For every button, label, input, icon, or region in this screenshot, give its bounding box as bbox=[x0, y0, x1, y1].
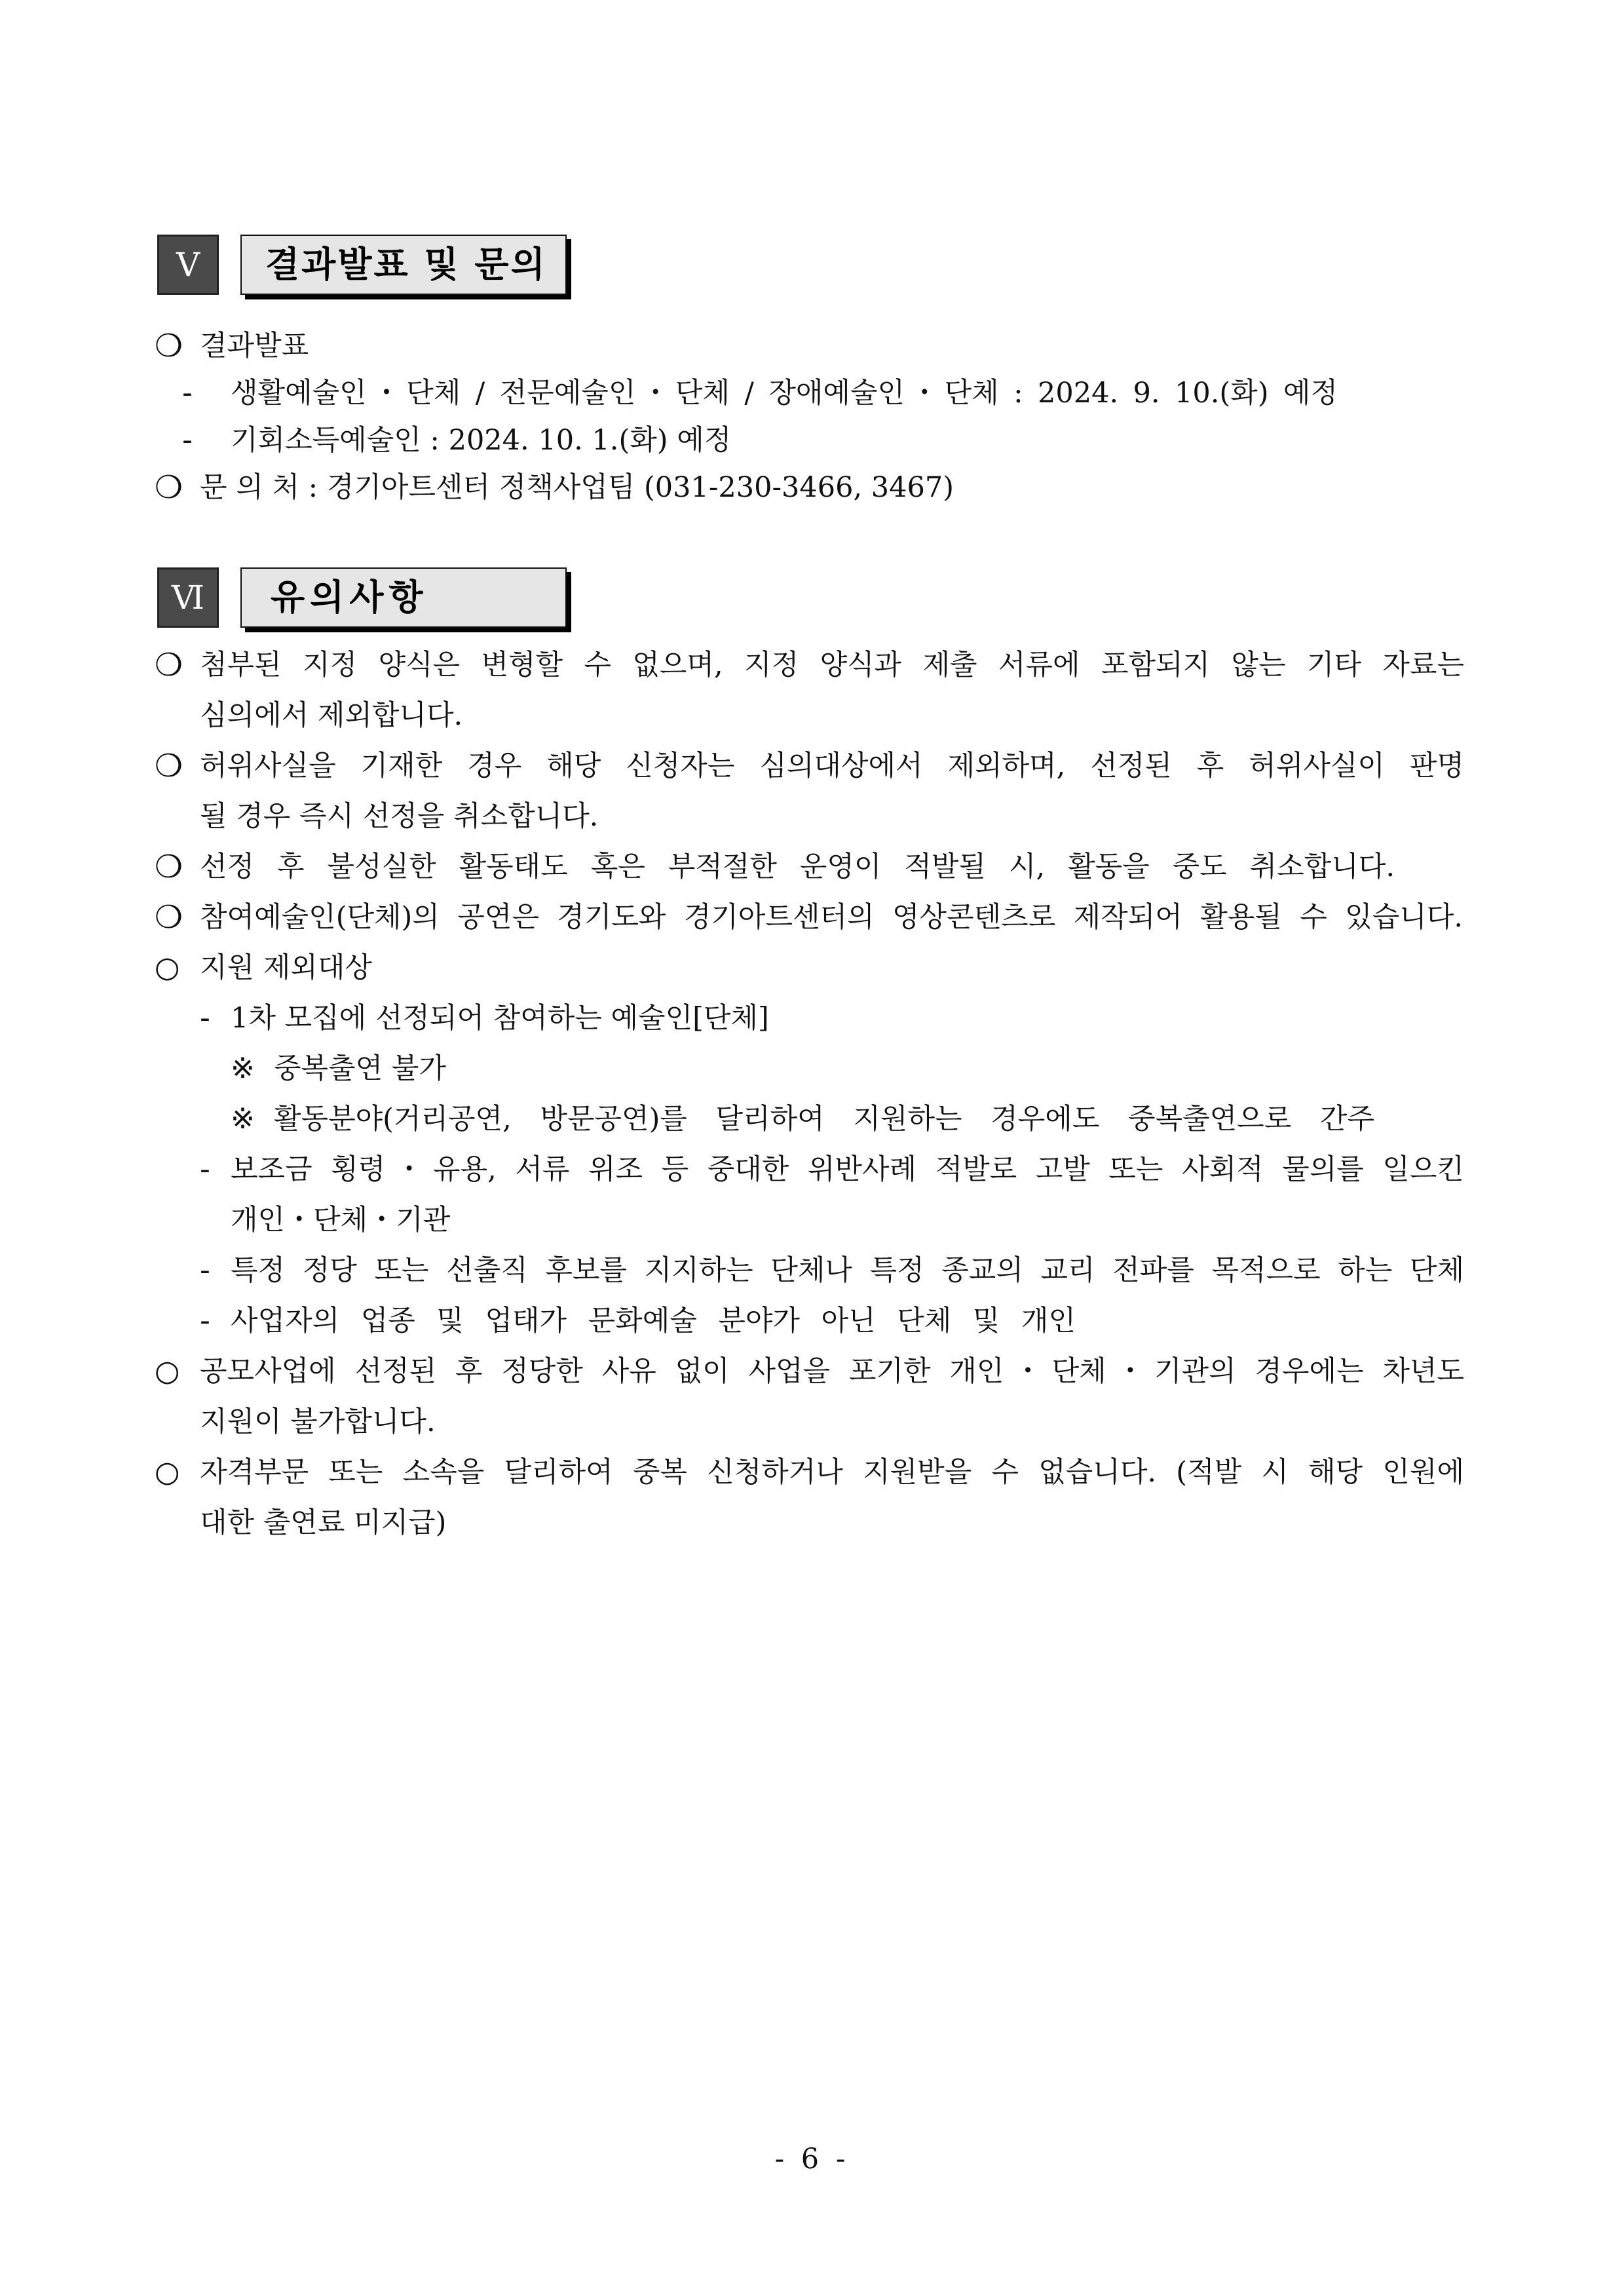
list-item: 생활예술인・단체 / 전문예술인・단체 / 장애예술인・단체 : 2024. 9. 10.(화) 예정 bbox=[231, 377, 1338, 410]
list-item-continuation: 대한 출연료 미지급) bbox=[200, 1506, 447, 1539]
list-item: 공모사업에 선정된 후 정당한 사유 없이 사업을 포기한 개인・단체・기관의 경우에는 차년도 bbox=[200, 1355, 1464, 1388]
list-item-continuation: 개인・단체・기관 bbox=[231, 1204, 451, 1236]
bullet-marker: ❍ bbox=[155, 469, 183, 506]
bullet-marker: ❍ bbox=[155, 748, 183, 784]
note-marker: ※ bbox=[231, 1102, 255, 1136]
dash-marker: - bbox=[182, 423, 193, 457]
list-item: 선정 후 불성실한 활동태도 혹은 부적절한 운영이 적발될 시, 활동을 중도 취소합니다. bbox=[200, 851, 1395, 883]
list-item: 자격부문 또는 소속을 달리하여 중복 신청하거나 지원받을 수 없습니다. (적발 시 해당 인원에 bbox=[200, 1456, 1464, 1489]
list-item-continuation: 될 경우 즉시 선정을 취소합니다. bbox=[200, 800, 599, 833]
section-6-numeral: Ⅵ bbox=[157, 567, 219, 628]
list-item: 기회소득예술인 : 2024. 10. 1.(화) 예정 bbox=[231, 424, 732, 457]
bullet-marker: ❍ bbox=[155, 899, 183, 936]
section-5-numeral: Ⅴ bbox=[157, 235, 219, 295]
list-item: 허위사실을 기재한 경우 해당 신청자는 심의대상에서 제외하며, 선정된 후 허위사실이 판명 bbox=[200, 750, 1464, 782]
dash-marker: - bbox=[200, 1304, 210, 1337]
bullet-marker: ❍ bbox=[155, 328, 183, 364]
circle-marker: ○ bbox=[155, 1354, 180, 1388]
list-item-continuation: 심의에서 제외합니다. bbox=[200, 699, 463, 732]
bullet-marker: ❍ bbox=[155, 849, 183, 885]
list-item: 사업자의 업종 및 업태가 문화예술 분야가 아닌 단체 및 개인 bbox=[231, 1305, 1076, 1337]
list-item: 결과발표 bbox=[200, 330, 309, 362]
list-item: 활동분야(거리공연, 방문공연)를 달리하여 지원하는 경우에도 중복출연으로 간주 bbox=[274, 1103, 1374, 1136]
list-item: 특정 정당 또는 선출직 후보를 지지하는 단체나 특정 종교의 교리 전파를 목적으로 하는 단체 bbox=[231, 1254, 1464, 1287]
section-6-title: 유의사항 bbox=[271, 577, 428, 618]
list-item: 1차 모집에 선정되어 참여하는 예술인[단체] bbox=[231, 1002, 769, 1035]
list-item: 보조금 횡령・유용, 서류 위조 등 중대한 위반사례 적발로 고발 또는 사회적 물의를 일으킨 bbox=[231, 1153, 1464, 1186]
list-item-continuation: 지원이 불가합니다. bbox=[200, 1406, 436, 1438]
list-item: 중복출연 불가 bbox=[274, 1052, 446, 1085]
circle-marker: ○ bbox=[155, 1455, 180, 1489]
list-item: 참여예술인(단체)의 공연은 경기도와 경기아트센터의 영상콘텐츠로 제작되어 활용될 수 있습니다. bbox=[200, 901, 1463, 934]
circle-marker: ○ bbox=[155, 951, 180, 984]
dash-marker: - bbox=[200, 1153, 210, 1186]
dash-marker: - bbox=[200, 1001, 210, 1035]
bullet-marker: ❍ bbox=[155, 647, 183, 683]
section-6-title-box bbox=[240, 567, 567, 628]
page-number: - 6 - bbox=[774, 2143, 850, 2175]
list-item: 첨부된 지정 양식은 변형할 수 없으며, 지정 양식과 제출 서류에 포함되지 않는 기타 자료는 bbox=[200, 649, 1464, 681]
dash-marker: - bbox=[200, 1253, 210, 1287]
section-5-title-box bbox=[240, 235, 567, 295]
note-marker: ※ bbox=[231, 1052, 255, 1085]
list-item: 문 의 처 : 경기아트센터 정책사업팀 (031-230-3466, 3467) bbox=[200, 471, 954, 504]
dash-marker: - bbox=[182, 376, 193, 410]
list-item: 지원 제외대상 bbox=[200, 951, 372, 984]
section-5-title: 결과발표 및 문의 bbox=[265, 244, 547, 285]
